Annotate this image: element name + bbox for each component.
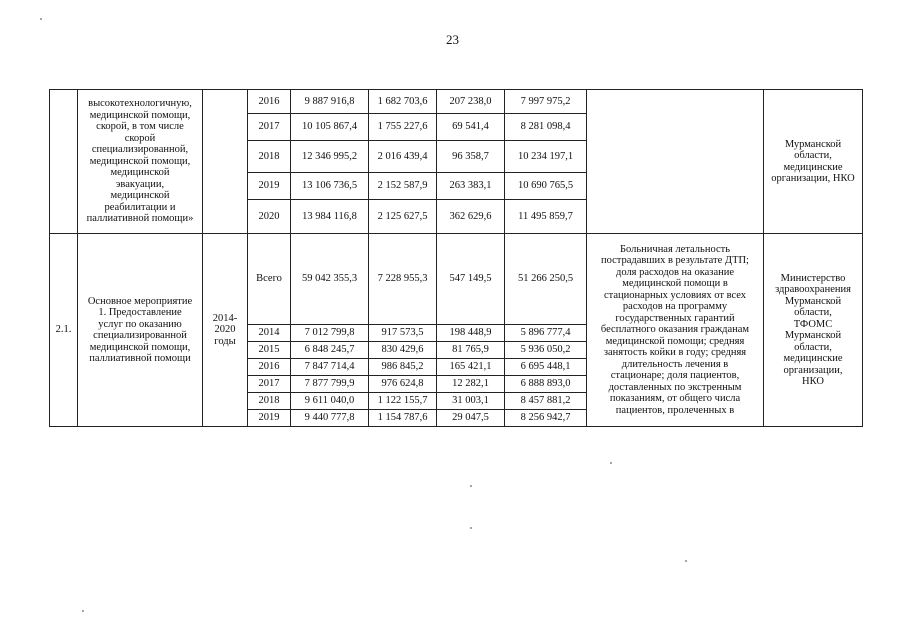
total-cell: 10 105 867,4 <box>291 114 369 141</box>
total-cell: 9 611 040,0 <box>291 393 369 410</box>
value-cell: 986 845,2 <box>369 359 437 376</box>
total-cell: 6 848 245,7 <box>291 342 369 359</box>
scan-speck <box>40 18 42 20</box>
value-cell: 8 281 098,4 <box>505 114 587 141</box>
value-cell: 2 125 627,5 <box>369 200 437 234</box>
value-cell: 51 266 250,5 <box>505 234 587 325</box>
total-cell: 9 887 916,8 <box>291 90 369 114</box>
scan-speck <box>470 485 472 487</box>
page-number: 23 <box>446 32 459 47</box>
value-cell: 207 238,0 <box>437 90 505 114</box>
year-cell: 2019 <box>248 173 291 200</box>
value-cell: 6 888 893,0 <box>505 376 587 393</box>
value-cell: 96 358,7 <box>437 141 505 173</box>
value-cell: 830 429,6 <box>369 342 437 359</box>
value-cell: 1 682 703,6 <box>369 90 437 114</box>
value-cell: 7 997 975,2 <box>505 90 587 114</box>
value-cell: 198 448,9 <box>437 325 505 342</box>
indicators-cell <box>587 90 764 234</box>
value-cell: 1 154 787,6 <box>369 410 437 427</box>
value-cell: 2 016 439,4 <box>369 141 437 173</box>
value-cell: 12 282,1 <box>437 376 505 393</box>
year-cell: 2018 <box>248 141 291 173</box>
year-cell: 2018 <box>248 393 291 410</box>
scan-speck <box>82 610 84 612</box>
total-cell: 13 984 116,8 <box>291 200 369 234</box>
value-cell: 8 457 881,2 <box>505 393 587 410</box>
value-cell: 5 936 050,2 <box>505 342 587 359</box>
row-number-cell <box>50 90 78 234</box>
value-cell: 2 152 587,9 <box>369 173 437 200</box>
responsible-executor: Мурманской области, медицинские организации, НКО <box>764 90 863 234</box>
year-cell: 2014 <box>248 325 291 342</box>
year-cell: 2019 <box>248 410 291 427</box>
value-cell: 29 047,5 <box>437 410 505 427</box>
total-cell: 13 106 736,5 <box>291 173 369 200</box>
value-cell: 362 629,6 <box>437 200 505 234</box>
year-cell: Всего <box>248 234 291 325</box>
table-row <box>50 234 863 325</box>
indicators-cell: Больничная летальность пострадавших в результате ДТП; доля расходов на оказание медицинской помощи в стационарных условиях от всех расходов на программу государственных гарантий бесплатного оказания гражданам медицинской помощи; средняя занятость койки в году; средняя длительность лечения в стационаре; доля пациентов, доставленных по экстренным показаниям, от общего числа пациентов, пролеченных в <box>587 234 764 427</box>
year-cell: 2020 <box>248 200 291 234</box>
value-cell: 8 256 942,7 <box>505 410 587 427</box>
responsible-executor: Министерство здравоохранения Мурманской области, ТФОМС Мурманской области, медицинские организации, НКО <box>764 234 863 427</box>
value-cell: 917 573,5 <box>369 325 437 342</box>
value-cell: 5 896 777,4 <box>505 325 587 342</box>
total-cell: 9 440 777,8 <box>291 410 369 427</box>
value-cell: 7 228 955,3 <box>369 234 437 325</box>
total-cell: 59 042 355,3 <box>291 234 369 325</box>
value-cell: 976 624,8 <box>369 376 437 393</box>
value-cell: 10 234 197,1 <box>505 141 587 173</box>
period-cell <box>203 90 248 234</box>
value-cell: 10 690 765,5 <box>505 173 587 200</box>
scan-speck <box>470 527 472 529</box>
value-cell: 11 495 859,7 <box>505 200 587 234</box>
scan-speck <box>685 560 687 562</box>
total-cell: 7 877 799,9 <box>291 376 369 393</box>
value-cell: 81 765,9 <box>437 342 505 359</box>
total-cell: 7 012 799,8 <box>291 325 369 342</box>
year-cell: 2017 <box>248 114 291 141</box>
measure-description: высокотехнологичную, медицинской помощи, скорой, в том числе скорой специализированной, медицинской помощи, медицинской эвакуации, медицинской реабилитации и паллиативной помощи» <box>78 90 203 234</box>
year-cell: 2015 <box>248 342 291 359</box>
value-cell: 1 122 155,7 <box>369 393 437 410</box>
scan-speck <box>610 462 612 464</box>
total-cell: 7 847 714,4 <box>291 359 369 376</box>
table-row <box>50 90 863 114</box>
program-table <box>49 89 863 427</box>
period-cell: 2014- 2020 годы <box>203 234 248 427</box>
total-cell: 12 346 995,2 <box>291 141 369 173</box>
year-cell: 2016 <box>248 90 291 114</box>
row-number-cell: 2.1. <box>50 234 78 427</box>
value-cell: 6 695 448,1 <box>505 359 587 376</box>
value-cell: 263 383,1 <box>437 173 505 200</box>
measure-description: Основное мероприятие 1. Предоставление услуг по оказанию специализированной медицинской помощи, паллиативной помощи <box>78 234 203 427</box>
value-cell: 547 149,5 <box>437 234 505 325</box>
value-cell: 1 755 227,6 <box>369 114 437 141</box>
year-cell: 2016 <box>248 359 291 376</box>
year-cell: 2017 <box>248 376 291 393</box>
value-cell: 165 421,1 <box>437 359 505 376</box>
value-cell: 69 541,4 <box>437 114 505 141</box>
value-cell: 31 003,1 <box>437 393 505 410</box>
